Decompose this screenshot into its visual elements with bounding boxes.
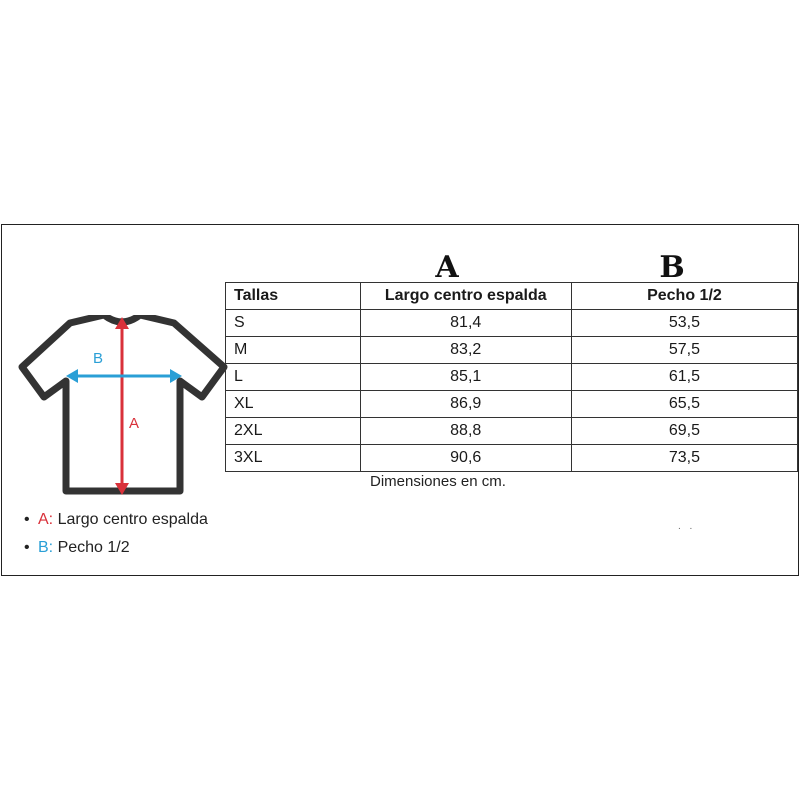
size-cell: L — [226, 364, 361, 391]
column-letter-b: B — [659, 250, 685, 285]
largo-cell: 88,8 — [360, 418, 571, 445]
bullet: • — [24, 511, 30, 528]
legend-key-a: A: — [38, 511, 54, 528]
legend-key-b: B: — [38, 539, 54, 556]
table-row — [226, 418, 798, 445]
size-cell: XL — [226, 391, 361, 418]
table-header-row — [226, 283, 798, 310]
size-cell: 3XL — [226, 445, 361, 472]
largo-cell: 90,6 — [360, 445, 571, 472]
size-cell: M — [226, 337, 361, 364]
table-row — [226, 445, 798, 472]
pecho-cell: 53,5 — [571, 310, 797, 337]
decorative-dots: . . — [678, 521, 696, 532]
header-largo: Largo centro espalda — [360, 283, 571, 310]
diagram-label-b: B — [92, 350, 104, 367]
tshirt-icon — [18, 315, 228, 505]
largo-cell: 83,2 — [360, 337, 571, 364]
pecho-cell: 73,5 — [571, 445, 797, 472]
table-row — [226, 310, 798, 337]
largo-cell: 85,1 — [360, 364, 571, 391]
bullet: • — [24, 539, 30, 556]
pecho-cell: 69,5 — [571, 418, 797, 445]
units-note: Dimensiones en cm. — [370, 473, 506, 490]
header-pecho: Pecho 1/2 — [571, 283, 797, 310]
pecho-cell: 61,5 — [571, 364, 797, 391]
largo-cell: 86,9 — [360, 391, 571, 418]
size-cell: 2XL — [226, 418, 361, 445]
legend-item-a — [24, 511, 208, 529]
legend-item-b — [24, 539, 130, 557]
size-chart-card — [1, 224, 799, 576]
table-row — [226, 364, 798, 391]
header-tallas: Tallas — [226, 283, 361, 310]
pecho-cell: 65,5 — [571, 391, 797, 418]
legend-text-b: Pecho 1/2 — [53, 539, 130, 556]
legend-text-a: Largo centro espalda — [53, 511, 208, 528]
column-letter-a: A — [435, 250, 459, 285]
size-table — [225, 282, 798, 472]
size-cell: S — [226, 310, 361, 337]
largo-cell: 81,4 — [360, 310, 571, 337]
table-row — [226, 337, 798, 364]
pecho-cell: 57,5 — [571, 337, 797, 364]
diagram-label-a: A — [128, 415, 140, 432]
table-row — [226, 391, 798, 418]
